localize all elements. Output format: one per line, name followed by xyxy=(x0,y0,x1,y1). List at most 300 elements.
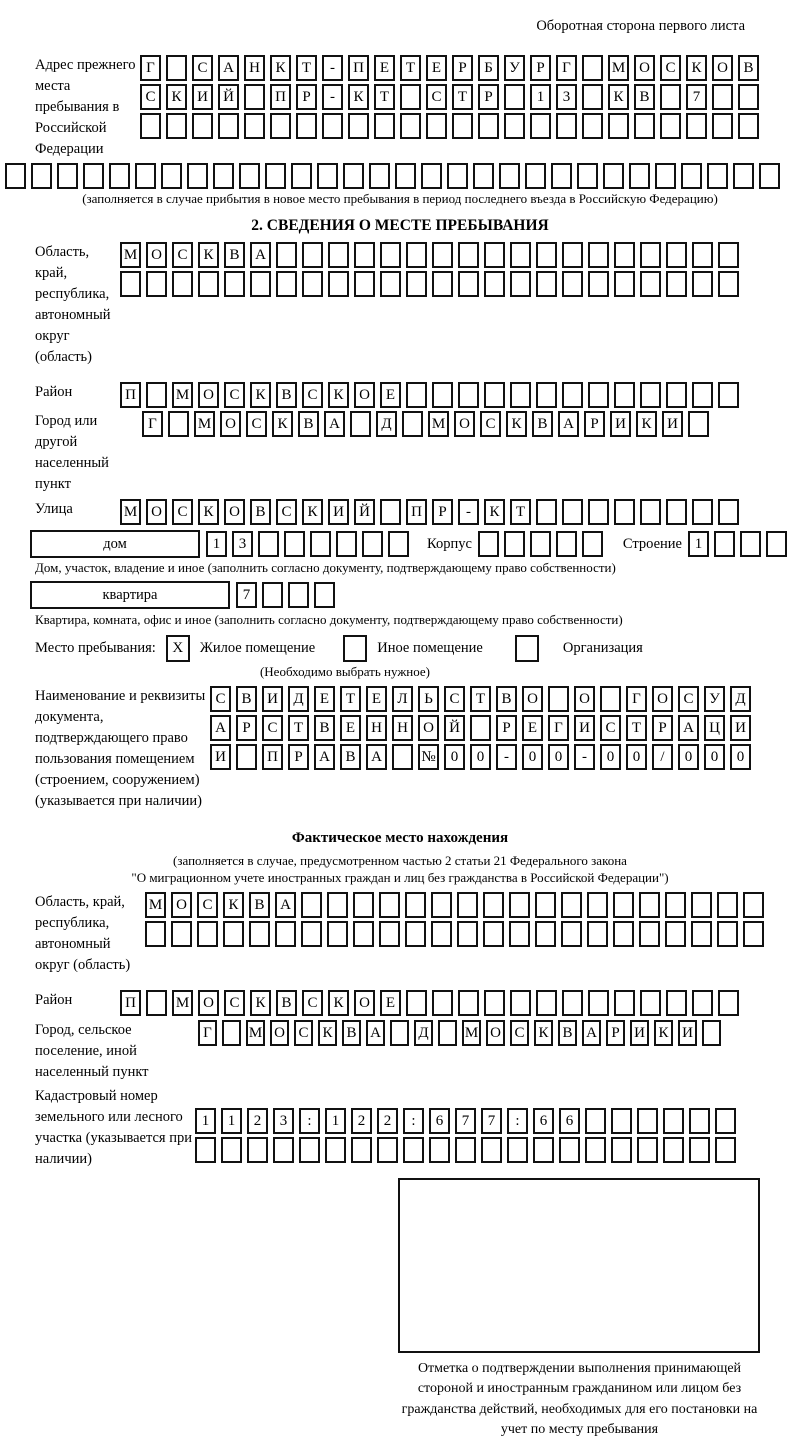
char-box[interactable]: 6 xyxy=(429,1108,450,1134)
char-box[interactable] xyxy=(262,582,283,608)
char-box[interactable] xyxy=(146,382,167,408)
char-box[interactable] xyxy=(296,113,317,139)
char-box[interactable]: Р xyxy=(478,84,499,110)
char-box[interactable]: В xyxy=(558,1020,577,1046)
char-box[interactable]: В xyxy=(250,499,271,525)
char-box[interactable] xyxy=(714,531,735,557)
char-box[interactable]: П xyxy=(120,990,141,1016)
char-box[interactable] xyxy=(470,715,491,741)
char-box[interactable] xyxy=(738,84,759,110)
char-box[interactable] xyxy=(327,892,348,918)
char-box[interactable]: Г xyxy=(140,55,161,81)
char-box[interactable]: Й xyxy=(218,84,239,110)
char-box[interactable] xyxy=(562,242,583,268)
char-box[interactable] xyxy=(712,113,733,139)
char-box[interactable] xyxy=(692,990,713,1016)
char-box[interactable]: : xyxy=(299,1108,320,1134)
char-box[interactable]: С xyxy=(660,55,681,81)
char-box[interactable] xyxy=(478,531,499,557)
char-box[interactable] xyxy=(639,892,660,918)
char-box[interactable]: Д xyxy=(288,686,309,712)
char-box[interactable]: К xyxy=(270,55,291,81)
char-box[interactable] xyxy=(327,921,348,947)
char-box[interactable] xyxy=(402,411,423,437)
char-box[interactable] xyxy=(395,163,416,189)
char-box[interactable]: Ь xyxy=(418,686,439,712)
char-box[interactable]: К xyxy=(272,411,293,437)
char-box[interactable] xyxy=(328,271,349,297)
char-box[interactable] xyxy=(161,163,182,189)
char-box[interactable] xyxy=(551,163,572,189)
char-box[interactable] xyxy=(353,892,374,918)
char-box[interactable]: Е xyxy=(340,715,361,741)
char-box[interactable]: Н xyxy=(366,715,387,741)
char-box[interactable]: 2 xyxy=(247,1108,268,1134)
char-box[interactable]: Р xyxy=(296,84,317,110)
char-box[interactable] xyxy=(640,242,661,268)
char-box[interactable]: М xyxy=(194,411,215,437)
char-box[interactable] xyxy=(663,1108,684,1134)
char-box[interactable] xyxy=(362,531,383,557)
char-box[interactable]: О xyxy=(712,55,733,81)
char-box[interactable]: 0 xyxy=(444,744,465,770)
char-box[interactable]: О xyxy=(146,499,167,525)
char-box[interactable]: К xyxy=(506,411,527,437)
char-box[interactable] xyxy=(510,242,531,268)
char-box[interactable] xyxy=(172,271,193,297)
char-box[interactable]: В xyxy=(276,382,297,408)
char-box[interactable] xyxy=(484,271,505,297)
char-box[interactable] xyxy=(509,892,530,918)
char-box[interactable] xyxy=(244,84,265,110)
char-box[interactable]: В xyxy=(340,744,361,770)
char-box[interactable]: К xyxy=(198,499,219,525)
char-box[interactable]: Н xyxy=(244,55,265,81)
char-box[interactable]: В xyxy=(532,411,553,437)
char-box[interactable] xyxy=(403,1137,424,1163)
char-box[interactable] xyxy=(666,382,687,408)
char-box[interactable] xyxy=(614,242,635,268)
char-box[interactable]: Т xyxy=(400,55,421,81)
char-box[interactable] xyxy=(707,163,728,189)
char-box[interactable] xyxy=(120,271,141,297)
char-box[interactable]: С xyxy=(197,892,218,918)
char-box[interactable] xyxy=(429,1137,450,1163)
char-box[interactable]: Т xyxy=(296,55,317,81)
char-box[interactable] xyxy=(637,1137,658,1163)
char-box[interactable]: Т xyxy=(374,84,395,110)
char-box[interactable] xyxy=(483,921,504,947)
char-box[interactable]: О xyxy=(171,892,192,918)
char-box[interactable]: А xyxy=(250,242,271,268)
char-box[interactable] xyxy=(507,1137,528,1163)
char-box[interactable] xyxy=(692,242,713,268)
checkbox-organization[interactable] xyxy=(515,635,539,662)
char-box[interactable] xyxy=(582,84,603,110)
char-box[interactable]: 1 xyxy=(530,84,551,110)
char-box[interactable]: И xyxy=(610,411,631,437)
char-box[interactable] xyxy=(611,1137,632,1163)
char-box[interactable]: М xyxy=(120,499,141,525)
char-box[interactable]: К xyxy=(686,55,707,81)
char-box[interactable]: В xyxy=(224,242,245,268)
char-box[interactable]: О xyxy=(224,499,245,525)
char-box[interactable] xyxy=(483,892,504,918)
char-box[interactable]: М xyxy=(145,892,166,918)
char-box[interactable] xyxy=(276,242,297,268)
char-box[interactable] xyxy=(447,163,468,189)
char-box[interactable] xyxy=(198,271,219,297)
char-box[interactable]: Г xyxy=(626,686,647,712)
char-box[interactable]: Р xyxy=(652,715,673,741)
char-box[interactable]: 7 xyxy=(481,1108,502,1134)
char-box[interactable]: И xyxy=(210,744,231,770)
char-box[interactable] xyxy=(458,242,479,268)
char-box[interactable]: К xyxy=(302,499,323,525)
char-box[interactable]: К xyxy=(250,382,271,408)
char-box[interactable] xyxy=(302,271,323,297)
char-box[interactable] xyxy=(629,163,650,189)
char-box[interactable] xyxy=(611,1108,632,1134)
char-box[interactable]: Т xyxy=(340,686,361,712)
char-box[interactable] xyxy=(535,892,556,918)
char-box[interactable] xyxy=(577,163,598,189)
char-box[interactable]: 2 xyxy=(377,1108,398,1134)
char-box[interactable] xyxy=(681,163,702,189)
char-box[interactable] xyxy=(692,499,713,525)
char-box[interactable]: В xyxy=(298,411,319,437)
char-box[interactable]: 0 xyxy=(678,744,699,770)
char-box[interactable] xyxy=(166,113,187,139)
char-box[interactable] xyxy=(556,531,577,557)
char-box[interactable] xyxy=(328,242,349,268)
char-box[interactable]: Е xyxy=(314,686,335,712)
char-box[interactable] xyxy=(171,921,192,947)
char-box[interactable]: : xyxy=(507,1108,528,1134)
char-box[interactable]: О xyxy=(270,1020,289,1046)
char-box[interactable]: 7 xyxy=(455,1108,476,1134)
char-box[interactable] xyxy=(666,499,687,525)
char-box[interactable] xyxy=(421,163,442,189)
char-box[interactable] xyxy=(481,1137,502,1163)
char-box[interactable] xyxy=(582,531,603,557)
char-box[interactable]: А xyxy=(314,744,335,770)
char-box[interactable] xyxy=(432,990,453,1016)
char-box[interactable]: В xyxy=(314,715,335,741)
char-box[interactable]: Г xyxy=(548,715,569,741)
char-box[interactable]: П xyxy=(262,744,283,770)
char-box[interactable]: С xyxy=(600,715,621,741)
char-box[interactable]: 1 xyxy=(688,531,709,557)
char-box[interactable]: Т xyxy=(510,499,531,525)
char-box[interactable]: П xyxy=(406,499,427,525)
char-box[interactable] xyxy=(270,113,291,139)
char-box[interactable] xyxy=(640,382,661,408)
char-box[interactable] xyxy=(588,990,609,1016)
char-box[interactable] xyxy=(717,921,738,947)
char-box[interactable]: К xyxy=(654,1020,673,1046)
char-box[interactable] xyxy=(556,113,577,139)
char-box[interactable] xyxy=(348,113,369,139)
char-box[interactable] xyxy=(660,113,681,139)
char-box[interactable]: К xyxy=(636,411,657,437)
char-box[interactable] xyxy=(351,1137,372,1163)
char-box[interactable]: В xyxy=(496,686,517,712)
char-box[interactable] xyxy=(301,921,322,947)
char-box[interactable]: О xyxy=(634,55,655,81)
char-box[interactable] xyxy=(603,163,624,189)
char-box[interactable]: О xyxy=(418,715,439,741)
char-box[interactable]: - xyxy=(322,84,343,110)
char-box[interactable]: У xyxy=(704,686,725,712)
char-box[interactable] xyxy=(533,1137,554,1163)
char-box[interactable]: С xyxy=(294,1020,313,1046)
char-box[interactable]: / xyxy=(652,744,673,770)
char-box[interactable] xyxy=(195,1137,216,1163)
char-box[interactable] xyxy=(380,242,401,268)
char-box[interactable] xyxy=(405,892,426,918)
char-box[interactable]: 0 xyxy=(730,744,751,770)
char-box[interactable] xyxy=(536,990,557,1016)
char-box[interactable]: 6 xyxy=(533,1108,554,1134)
char-box[interactable] xyxy=(582,113,603,139)
char-box[interactable]: С xyxy=(302,382,323,408)
char-box[interactable] xyxy=(380,271,401,297)
char-box[interactable]: С xyxy=(224,382,245,408)
char-box[interactable]: В xyxy=(236,686,257,712)
char-box[interactable] xyxy=(374,113,395,139)
char-box[interactable]: Ц xyxy=(704,715,725,741)
char-box[interactable]: В xyxy=(276,990,297,1016)
char-box[interactable]: М xyxy=(608,55,629,81)
char-box[interactable]: С xyxy=(224,990,245,1016)
char-box[interactable]: А xyxy=(210,715,231,741)
char-box[interactable]: К xyxy=(318,1020,337,1046)
char-box[interactable] xyxy=(504,531,525,557)
char-box[interactable] xyxy=(766,531,787,557)
char-box[interactable] xyxy=(718,242,739,268)
char-box[interactable]: С xyxy=(480,411,501,437)
char-box[interactable]: С xyxy=(276,499,297,525)
char-box[interactable] xyxy=(692,382,713,408)
char-box[interactable] xyxy=(484,242,505,268)
house-type-box[interactable]: дом xyxy=(30,530,200,558)
char-box[interactable]: Т xyxy=(470,686,491,712)
char-box[interactable]: О xyxy=(198,382,219,408)
char-box[interactable]: А xyxy=(366,744,387,770)
char-box[interactable]: Т xyxy=(626,715,647,741)
char-box[interactable]: Р xyxy=(452,55,473,81)
char-box[interactable] xyxy=(614,271,635,297)
char-box[interactable] xyxy=(299,1137,320,1163)
char-box[interactable] xyxy=(432,382,453,408)
char-box[interactable] xyxy=(559,1137,580,1163)
char-box[interactable]: О xyxy=(652,686,673,712)
char-box[interactable] xyxy=(458,382,479,408)
char-box[interactable]: Б xyxy=(478,55,499,81)
char-box[interactable]: И xyxy=(192,84,213,110)
char-box[interactable] xyxy=(689,1137,710,1163)
char-box[interactable] xyxy=(380,499,401,525)
char-box[interactable] xyxy=(57,163,78,189)
char-box[interactable] xyxy=(146,271,167,297)
char-box[interactable]: - xyxy=(458,499,479,525)
char-box[interactable]: М xyxy=(246,1020,265,1046)
char-box[interactable]: Е xyxy=(522,715,543,741)
char-box[interactable] xyxy=(510,382,531,408)
char-box[interactable] xyxy=(31,163,52,189)
char-box[interactable] xyxy=(504,84,525,110)
char-box[interactable]: Д xyxy=(730,686,751,712)
char-box[interactable] xyxy=(718,382,739,408)
char-box[interactable] xyxy=(510,271,531,297)
char-box[interactable] xyxy=(702,1020,721,1046)
char-box[interactable]: А xyxy=(678,715,699,741)
char-box[interactable]: С xyxy=(140,84,161,110)
char-box[interactable] xyxy=(640,499,661,525)
char-box[interactable] xyxy=(400,84,421,110)
checkbox-other-premises[interactable] xyxy=(343,635,367,662)
char-box[interactable] xyxy=(738,113,759,139)
char-box[interactable] xyxy=(457,921,478,947)
char-box[interactable]: К xyxy=(608,84,629,110)
char-box[interactable] xyxy=(562,499,583,525)
char-box[interactable]: 3 xyxy=(232,531,253,557)
char-box[interactable]: В xyxy=(249,892,270,918)
char-box[interactable] xyxy=(666,271,687,297)
char-box[interactable]: О xyxy=(574,686,595,712)
char-box[interactable]: Р xyxy=(236,715,257,741)
char-box[interactable] xyxy=(455,1137,476,1163)
char-box[interactable] xyxy=(236,744,257,770)
char-box[interactable]: О xyxy=(220,411,241,437)
char-box[interactable] xyxy=(663,1137,684,1163)
char-box[interactable]: П xyxy=(348,55,369,81)
char-box[interactable]: О xyxy=(354,990,375,1016)
char-box[interactable]: 3 xyxy=(556,84,577,110)
char-box[interactable]: Р xyxy=(288,744,309,770)
char-box[interactable]: Р xyxy=(584,411,605,437)
char-box[interactable]: Г xyxy=(198,1020,217,1046)
char-box[interactable] xyxy=(350,411,371,437)
char-box[interactable] xyxy=(712,84,733,110)
char-box[interactable]: И xyxy=(262,686,283,712)
char-box[interactable] xyxy=(588,242,609,268)
char-box[interactable] xyxy=(561,921,582,947)
char-box[interactable] xyxy=(288,582,309,608)
char-box[interactable] xyxy=(213,163,234,189)
char-box[interactable] xyxy=(478,113,499,139)
char-box[interactable] xyxy=(354,242,375,268)
char-box[interactable]: И xyxy=(630,1020,649,1046)
char-box[interactable] xyxy=(600,686,621,712)
char-box[interactable] xyxy=(509,921,530,947)
char-box[interactable]: У xyxy=(504,55,525,81)
char-box[interactable]: Д xyxy=(376,411,397,437)
char-box[interactable] xyxy=(561,892,582,918)
char-box[interactable] xyxy=(284,531,305,557)
char-box[interactable] xyxy=(536,382,557,408)
char-box[interactable]: И xyxy=(574,715,595,741)
char-box[interactable] xyxy=(743,921,764,947)
char-box[interactable] xyxy=(273,1137,294,1163)
char-box[interactable] xyxy=(314,582,335,608)
char-box[interactable] xyxy=(691,892,712,918)
char-box[interactable]: О xyxy=(354,382,375,408)
char-box[interactable]: Р xyxy=(432,499,453,525)
char-box[interactable] xyxy=(218,113,239,139)
char-box[interactable] xyxy=(585,1108,606,1134)
char-box[interactable] xyxy=(686,113,707,139)
char-box[interactable] xyxy=(431,921,452,947)
char-box[interactable] xyxy=(665,921,686,947)
char-box[interactable] xyxy=(692,271,713,297)
char-box[interactable]: 0 xyxy=(522,744,543,770)
char-box[interactable]: Н xyxy=(392,715,413,741)
char-box[interactable] xyxy=(608,113,629,139)
char-box[interactable]: 0 xyxy=(704,744,725,770)
char-box[interactable] xyxy=(613,892,634,918)
char-box[interactable]: С xyxy=(210,686,231,712)
char-box[interactable] xyxy=(457,892,478,918)
char-box[interactable] xyxy=(224,271,245,297)
char-box[interactable]: М xyxy=(172,990,193,1016)
char-box[interactable] xyxy=(221,1137,242,1163)
char-box[interactable] xyxy=(222,1020,241,1046)
char-box[interactable] xyxy=(634,113,655,139)
char-box[interactable]: 0 xyxy=(626,744,647,770)
char-box[interactable] xyxy=(718,990,739,1016)
char-box[interactable] xyxy=(639,921,660,947)
char-box[interactable] xyxy=(379,892,400,918)
char-box[interactable] xyxy=(244,113,265,139)
char-box[interactable] xyxy=(536,271,557,297)
char-box[interactable] xyxy=(640,990,661,1016)
char-box[interactable] xyxy=(458,990,479,1016)
char-box[interactable] xyxy=(562,271,583,297)
char-box[interactable]: С xyxy=(426,84,447,110)
char-box[interactable]: О xyxy=(486,1020,505,1046)
char-box[interactable]: - xyxy=(322,55,343,81)
char-box[interactable] xyxy=(666,242,687,268)
char-box[interactable] xyxy=(247,1137,268,1163)
char-box[interactable] xyxy=(192,113,213,139)
char-box[interactable]: : xyxy=(403,1108,424,1134)
char-box[interactable] xyxy=(718,271,739,297)
char-box[interactable]: В xyxy=(342,1020,361,1046)
char-box[interactable] xyxy=(587,892,608,918)
char-box[interactable]: С xyxy=(172,242,193,268)
char-box[interactable]: И xyxy=(678,1020,697,1046)
char-box[interactable] xyxy=(83,163,104,189)
char-box[interactable] xyxy=(614,990,635,1016)
char-box[interactable] xyxy=(536,242,557,268)
char-box[interactable] xyxy=(146,990,167,1016)
char-box[interactable]: 0 xyxy=(548,744,569,770)
char-box[interactable]: 1 xyxy=(325,1108,346,1134)
char-box[interactable] xyxy=(400,113,421,139)
char-box[interactable] xyxy=(336,531,357,557)
char-box[interactable]: А xyxy=(218,55,239,81)
char-box[interactable]: А xyxy=(366,1020,385,1046)
char-box[interactable]: Р xyxy=(530,55,551,81)
char-box[interactable]: М xyxy=(462,1020,481,1046)
char-box[interactable] xyxy=(310,531,331,557)
char-box[interactable]: П xyxy=(120,382,141,408)
char-box[interactable]: 1 xyxy=(195,1108,216,1134)
char-box[interactable] xyxy=(588,382,609,408)
char-box[interactable]: 3 xyxy=(273,1108,294,1134)
